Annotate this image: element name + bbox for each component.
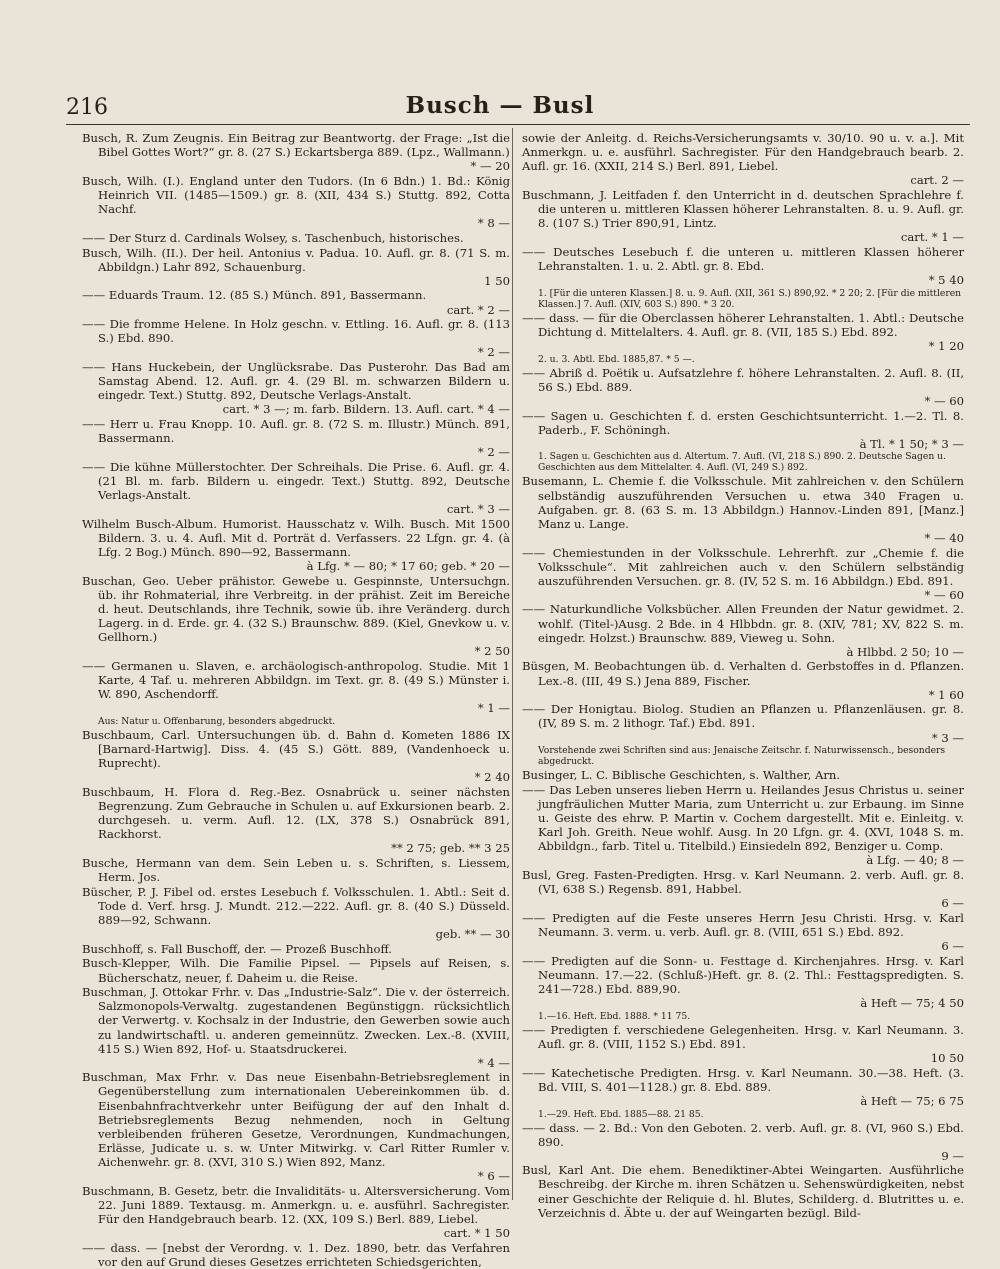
- bibliography-entry: [82, 574, 510, 659]
- entry-price: * — 20: [470, 159, 510, 174]
- entry-text: Büsgen, M. Beobachtungen üb. d. Verhalten d. Gerbstoffes in d. Pflanzen. Lex.-8. (III, 49 S.) Jena 889, Fischer.: [522, 659, 964, 688]
- entry-price: 9 —: [941, 1148, 964, 1163]
- bibliography-entry: [522, 659, 964, 701]
- entry-text: Businger, L. C. Biblische Geschichten, s. Walther, Arn.: [522, 768, 841, 783]
- entry-text: —— Abriß d. Poëtik u. Aufsatzlehre f. höhere Lehranstalten. 2. Aufl. 8. (II, 56 S.) Ebd. 889.: [522, 365, 964, 394]
- entry-text: Busl, Greg. Fasten-Predigten. Hrsg. v. Karl Neumann. 2. verb. Aufl. gr. 8. (VI, 638 S.) Regensb. 891, Habbel.: [522, 868, 964, 897]
- entry-text: —— Die fromme Helene. In Holz geschn. v. Ettling. 16. Aufl. gr. 8. (113 S.) Ebd. 890.: [82, 317, 510, 346]
- entry-price: 6 —: [941, 939, 964, 954]
- entry-price: cart. * 3 —: [446, 502, 510, 517]
- header-rule: [66, 124, 970, 125]
- bibliography-entry: [82, 246, 510, 288]
- entry-note: 1. [Für die unteren Klassen.] 8. u. 9. Aufl. (XII, 361 S.) 890,92. * 2 20; 2. [Für die mittleren Klassen.] 7. Aufl. (XIV, 603 S.) 890. * 3 20.: [538, 287, 962, 310]
- entry-text: —— dass. — für die Oberclassen höherer Lehranstalten. 1. Abtl.: Deutsche Dichtung d. Mittelalters. 4. Aufl. gr. 8. (VII, 185 S.) Ebd. 892.: [522, 310, 964, 339]
- bibliography-entry: [522, 868, 964, 910]
- bibliography-entry: [82, 659, 510, 715]
- bibliography-entry: [522, 1163, 964, 1219]
- bibliography-entry: [82, 517, 510, 573]
- entry-note: 1.—16. Heft. Ebd. 1888. * 11 75.: [538, 1010, 691, 1022]
- entry-text: —— dass. — 2. Bd.: Von den Geboten. 2. verb. Aufl. gr. 8. (VI, 960 S.) Ebd. 890.: [522, 1120, 964, 1149]
- entry-price: à Lfg. — 40; 8 —: [866, 853, 964, 868]
- entry-text: Buschbaum, Carl. Untersuchungen üb. d. Bahn d. Kometen 1886 IX [Barnard-Hartwig]. Diss. 4. (45 S.) Gött. 889, (Vandenhoeck u. Ruprecht).: [82, 727, 510, 771]
- bibliography-entry: [522, 474, 964, 544]
- bibliography-entry: [82, 942, 510, 956]
- entry-note: Vorstehende zwei Schriften sind aus: Jenaische Zeitschr. f. Naturwissensch., besonders abgedruckt.: [538, 745, 946, 768]
- entry-price: à Heft — 75; 6 75: [860, 1093, 964, 1108]
- bibliography-entry: [82, 174, 510, 230]
- entry-text: Buschmann, J. Leitfaden f. den Unterricht in d. deutschen Sprachlehre f. die unteren u. mittleren Klassen höherer Lehranstalten. 8. u. 9. Aufl. gr. 8. (107 S.) Trier 890,91, Lintz.: [522, 187, 964, 231]
- bibliography-entry: [522, 245, 964, 287]
- bibliography-entry: [522, 366, 964, 408]
- entry-price: * — 60: [924, 587, 964, 602]
- entry-price: * 1 60: [928, 687, 964, 702]
- entry-price: ** 2 75; geb. ** 3 25: [391, 841, 510, 856]
- bibliography-entry: [522, 768, 964, 782]
- entry-price: * 1 —: [477, 701, 510, 716]
- entry-text: Busemann, L. Chemie f. die Volksschule. Mit zahlreichen v. den Schülern selbständig auszuführenden Versuchen u. etwa 340 Fragen u. Aufgaben. gr. 8. (63 S. m. 13 Abbildgn.) Hannov.-Linden 891, [Manz.] Manz u. Lange.: [522, 474, 964, 531]
- bibliography-entry: [522, 409, 964, 451]
- entry-text: —— Der Honigtau. Biolog. Studien an Pflanzen u. Pflanzenläusen. gr. 8. (IV, 89 S. m. 2 lithogr. Taf.) Ebd. 891.: [522, 702, 964, 731]
- entry-text: —— Sagen u. Geschichten f. d. ersten Geschichtsunterricht. 1.—2. Tl. 8. Paderb., F. Schöningh.: [522, 408, 964, 437]
- bibliography-entry: [522, 1121, 964, 1163]
- entry-text: —— Predigten auf die Sonn- u. Festtage d. Kirchenjahres. Hrsg. v. Karl Neumann. 17.—22. (Schluß-)Heft. gr. 8. (2. Thl.: Festtagspredigten. S. 241—728.) Ebd. 889,90.: [522, 953, 964, 996]
- bibliography-entry: [82, 460, 510, 516]
- entry-text: —— Die kühne Müllerstochter. Der Schreihals. Die Prise. 6. Aufl. gr. 4. (21 Bl. m. farb. Bildern u. eingedr. Text.) Stuttg. 892, Deutsche Verlags-Anstalt.: [82, 459, 510, 503]
- entry-text: —— Das Leben unseres lieben Herrn u. Heilandes Jesus Christus u. seiner jungfräulichen Mutter Maria, zum Unterricht u. zur Erbaung. im Sinne u. Geiste des ehrw. P. Martin v. Cochem dargestellt. Mit e. Einleitg. v. Karl Joh. Greith. Neue wohlf. Ausg. In 20 Lfgn. gr. 4. (XVI, 1048 S. m. Abbildgn., farb. Titel u. Titelbild.) Einsiedeln 892, Benziger u. Comp.: [522, 782, 964, 854]
- entry-text: —— Katechetische Predigten. Hrsg. v. Karl Neumann. 30.—38. Heft. (3. Bd. VIII, S. 401—1128.) gr. 8. Ebd. 889.: [522, 1065, 964, 1094]
- page-number: 216: [66, 95, 108, 120]
- entry-price: cart. * 1 50: [443, 1226, 510, 1240]
- entry-text: Wilhelm Busch-Album. Humorist. Hausschatz v. Wilh. Busch. Mit 1500 Bildern. 3. u. 4. Aufl. Mit d. Porträt d. Verfassers. 22 Lfgn. gr. 4. (à Lfg. 2 Bog.) Münch. 890—92, Bassermann.: [82, 516, 510, 560]
- entry-note: 2. u. 3. Abtl. Ebd. 1885,87. * 5 —.: [538, 353, 695, 365]
- bibliography-entry: [522, 911, 964, 953]
- running-header: Busch — Busl: [405, 92, 595, 119]
- entry-text: —— Der Sturz d. Cardinals Wolsey, s. Taschenbuch, historisches.: [82, 230, 464, 245]
- bibliography-entry: [82, 231, 510, 245]
- entry-price: cart. * 3 —; m. farb. Bildern. 13. Aufl. cart. * 4 —: [222, 402, 510, 417]
- entry-price: à Heft — 75; 4 50: [860, 996, 964, 1011]
- entry-text: Buschmann, B. Gesetz, betr. die Invaliditäts- u. Altersversicherung. Vom 22. Juni 1889. Textausg. m. Anmerkgn. u. e. ausführl. Sachregister. Für den Handgebrauch bearb. 12. (XX, 109 S.) Berl. 889, Liebel.: [82, 1183, 510, 1226]
- column-divider: [512, 128, 513, 1200]
- entry-price: * — 60: [924, 393, 964, 408]
- entry-text: —— Naturkundliche Volksbücher. Allen Freunden der Natur gewidmet. 2. wohlf. (Titel-)Ausg. 2 Bde. in 4 Hlbbdn. gr. 8. (XIV, 781; XV, 822 S. m. eingedr. Holzst.) Braunschw. 889, Vieweg u. Sohn.: [522, 602, 964, 645]
- bibliography-entry: [522, 1023, 964, 1065]
- entry-text: Busche, Hermann van dem. Sein Leben u. s. Schriften, s. Liessem, Herm. Jos.: [82, 856, 510, 885]
- right-column: [522, 131, 964, 1220]
- bibliography-entry: [82, 1241, 510, 1269]
- entry-text: Busch, R. Zum Zeugnis. Ein Beitrag zur Beantwortg. der Frage: „Ist die Bibel Gottes Wort?“ gr. 8. (27 S.) Eckartsberga 889. (Lpz., Wallmann.): [82, 131, 510, 160]
- entry-note: Aus: Natur u. Offenbarung, besonders abgedruckt.: [98, 715, 336, 727]
- entry-price: * 4 —: [477, 1055, 510, 1070]
- entry-price: * 8 —: [477, 216, 510, 231]
- bibliography-entry: [522, 602, 964, 658]
- entry-text: —— Herr u. Frau Knopp. 10. Aufl. gr. 8. (72 S. m. Illustr.) Münch. 891, Bassermann.: [82, 417, 510, 446]
- entry-price: 6 —: [941, 896, 964, 911]
- entry-text: —— Eduards Traum. 12. (85 S.) Münch. 891, Bassermann.: [82, 288, 427, 303]
- entry-text: Buschhoff, s. Fall Buschoff, der. — Prozeß Buschhoff.: [82, 941, 392, 956]
- bibliography-entry: [82, 728, 510, 784]
- entry-price: à Lfg. * — 80; * 17 60; geb. * 20 —: [306, 559, 510, 574]
- bibliography-entry: [82, 785, 510, 855]
- entry-price: à Hlbbd. 2 50; 10 —: [846, 644, 964, 659]
- bibliography-entry: [522, 311, 964, 353]
- entry-text: —— dass. — [nebst der Verordng. v. 1. Dez. 1890, betr. das Verfahren vor den auf Grund dieses Gesetzes errichteten Schiedsgerichten,: [82, 1240, 510, 1269]
- entry-text: Busl, Karl Ant. Die ehem. Benediktiner-Abtei Weingarten. Ausführliche Beschreibg. der Kirche m. ihren Schätzen u. Sehenswürdigkeiten, nebst einer Geschichte der Reliquie d. hl. Blutes, Schilderg. d. Blutrittes u. e. Verzeichnis d. Äbte u. der auf Weingarten bezügl. Bild-: [522, 1163, 964, 1220]
- bibliography-entry: [82, 1184, 510, 1240]
- entry-note: 1. Sagen u. Geschichten aus d. Altertum. 7. Aufl. (VI, 218 S.) 890. 2. Deutsche Sagen u. Geschichten aus dem Mittelalter. 4. Aufl. (VI, 249 S.) 892.: [538, 451, 947, 474]
- bibliography-entry: [82, 131, 510, 173]
- bibliography-entry: [522, 1066, 964, 1108]
- left-column: [82, 131, 510, 1269]
- bibliography-entry: [522, 954, 964, 1010]
- bibliography-entry: [82, 417, 510, 459]
- entry-price: 10 50: [930, 1050, 964, 1065]
- entry-text: Büscher, P. J. Fibel od. erstes Lesebuch f. Volksschulen. 1. Abtl.: Seit d. Tode d. Verf. hrsg. J. Mundt. 212.—222. Aufl. gr. 8. (40 S.) Düsseld. 889—92, Schwann.: [82, 884, 510, 927]
- entry-price: * 2 50: [474, 644, 510, 659]
- entry-price: à Tl. * 1 50; * 3 —: [859, 436, 964, 451]
- entry-price: cart. * 1 —: [900, 230, 964, 245]
- bibliography-entry: [82, 360, 510, 416]
- bibliography-entry: [82, 956, 510, 984]
- entry-text: —— Predigten f. verschiedene Gelegenheiten. Hrsg. v. Karl Neumann. 3. Aufl. gr. 8. (VIII, 1152 S.) Ebd. 891.: [522, 1022, 964, 1051]
- entry-text: Busch, Wilh. (I.). England unter den Tudors. (In 6 Bdn.) 1. Bd.: König Heinrich VII. (1485—1509.) gr. 8. (XII, 434 S.) Stuttg. 892, Cotta Nachf.: [82, 173, 510, 217]
- bibliography-entry: [82, 288, 510, 316]
- entry-price: cart. * 2 —: [446, 302, 510, 317]
- entry-price: * 2 —: [477, 345, 510, 360]
- entry-price: * 6 —: [477, 1169, 510, 1184]
- bibliography-entry: [82, 885, 510, 941]
- entry-price: * — 40: [924, 530, 964, 545]
- entry-text: —— Deutsches Lesebuch f. die unteren u. mittleren Klassen höherer Lehranstalten. 1. u. 2. Abtl. gr. 8. Ebd.: [522, 244, 964, 274]
- entry-price: * 2 40: [474, 770, 510, 785]
- bibliography-entry: [522, 783, 964, 868]
- bibliography-entry: [82, 317, 510, 359]
- entry-text: Buschman, J. Ottokar Frhr. v. Das „Industrie-Salz“. Die v. der österreich. Salzmonopols-Verwaltg. zugestandenen Begünstiggn. rücksichtlich der Verwertg. v. Kochsalz in der Industrie, den Gewerben sowie auch zu landwirtschaftl. u. anderen gemeinnütz. Zwecken. Lex.-8. (XVIII, 415 S.) Wien 892, Hof- u. Staatsdruckerei.: [82, 985, 510, 1056]
- bibliography-entry: [522, 131, 964, 187]
- entry-text: —— Hans Huckebein, der Unglücksrabe. Das Pusterohr. Das Bad am Samstag Abend. 12. Aufl. gr. 4. (29 Bl. m. schwarzen Bildern u. eingedr. Text.) Stuttg. 892, Deutsche Verlags-Anstalt.: [82, 360, 510, 403]
- bibliography-entry: [82, 985, 510, 1070]
- entry-price: * 2 —: [477, 445, 510, 460]
- entry-text: Buschbaum, H. Flora d. Reg.-Bez. Osnabrück u. seiner nächsten Begrenzung. Zum Gebrauche in Schulen u. auf Exkursionen bearb. 2. durchgeseh. u. verm. Aufl. 12. (LX, 378 S.) Osnabrück 891, Rackhorst.: [82, 784, 510, 842]
- bibliography-entry: [522, 188, 964, 244]
- entry-price: * 5 40: [928, 273, 964, 288]
- entry-price: 1 50: [484, 273, 510, 288]
- entry-price: * 3 —: [931, 730, 964, 745]
- bibliography-entry: [82, 1070, 510, 1183]
- bibliography-entry: [82, 856, 510, 884]
- entry-text: Buschman, Max Frhr. v. Das neue Eisenbahn-Betriebsreglement in Gegenüberstellung zum internationalen Uebereinkommen üb. d. Eisenbahnfrachtverkehr unter Beifügung der auf den Inhalt d. Betriebsreglements Bezug nehmenden, noch in Geltung verbleibenden früheren Gesetze, Verordnungen, Kundmachungen, Erlässe, Judicate u. s. w. Unter Mitwirkg. v. Carl Ritter Rumler v. Aichenwehr. gr. 8. (XVI, 310 S.) Wien 892, Manz.: [82, 1070, 510, 1169]
- entry-text: sowie der Anleitg. d. Reichs-Versicherungsamts v. 30/10. 90 u. v. a.]. Mit Anmerkgn. u. e. ausführl. Sachregister. Für den Handgebrauch bearb. 2. Aufl. gr. 16. (XXII, 214 S.) Berl. 891, Liebel.: [522, 131, 964, 174]
- bibliography-entry: [522, 702, 964, 744]
- entry-text: —— Chemiestunden in der Volksschule. Lehrerhft. zur „Chemie f. die Volksschule“. Mit zahlreichen auch v. den Schülern selbständig auszuführenden Versuchen. gr. 8. (IV, 52 S. m. 16 Abbildgn.) Ebd. 891.: [522, 545, 964, 588]
- entry-price: cart. 2 —: [910, 173, 964, 188]
- entry-text: —— Predigten auf die Feste unseres Herrn Jesu Christi. Hrsg. v. Karl Neumann. 3. verm. u. verb. Aufl. gr. 8. (VIII, 651 S.) Ebd. 892.: [522, 910, 964, 939]
- entry-text: Buschan, Geo. Ueber prähistor. Gewebe u. Gespinnste, Untersuchgn. üb. ihr Rohmaterial, ihre Verbreitg. in der prähist. Zeit im Bereiche d. heut. Deutschlands, ihre Technik, sowie üb. ihre Veränderg. durch Lagerg. in d. Erde. gr. 4. (32 S.) Braunschw. 889. (Kiel, Gnevkow u. v. Gellhorn.): [82, 573, 510, 645]
- entry-note: 1.—29. Heft. Ebd. 1885—88. 21 85.: [538, 1108, 704, 1120]
- bibliography-entry: [522, 546, 964, 602]
- entry-price: * 1 20: [928, 339, 964, 353]
- entry-text: Busch, Wilh. (II.). Der heil. Antonius v. Padua. 10. Aufl. gr. 8. (71 S. m. Abbildgn.) Lahr 892, Schauenburg.: [82, 245, 510, 274]
- entry-text: Busch-Klepper, Wilh. Die Familie Pipsel. — Pipsels auf Reisen, s. Bücherschatz, neuer, f. Daheim u. die Reise.: [82, 956, 510, 985]
- entry-price: geb. ** — 30: [435, 927, 510, 942]
- entry-text: —— Germanen u. Slaven, e. archäologisch-anthropolog. Studie. Mit 1 Karte, 4 Taf. u. mehreren Abbildgn. im Text. gr. 8. (49 S.) Münster i. W. 890, Aschendorff.: [82, 659, 510, 702]
